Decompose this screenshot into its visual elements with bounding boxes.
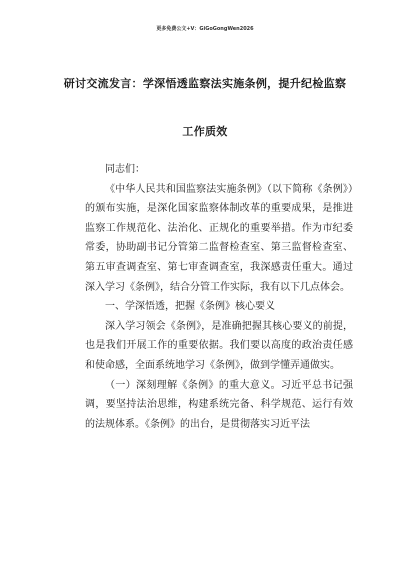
section-heading: 一、学深悟透，把握《条例》核心要义: [105, 301, 275, 313]
salutation: 同志们：: [105, 164, 145, 175]
document-title: 研讨交流发言：学深悟透监察法实施条例，提升纪检监察: [63, 77, 347, 90]
document-body: [85, 160, 353, 434]
document-title-continued: 工作质效: [182, 125, 228, 138]
paragraph-intro: 《中华人民共和国监察法实施条例》（以下简称《条例》）的颁布实施，是深化国家监察体制改革的重要成果，是推进监察工作规范化、法治化、正规化的重要举措。作为市纪委常委，协助副书记分管第二监督检查室、第三监督检查室、第五审查调查室、第七审查调查室，我深感责任重大。通过深入学习《条例》，结合分管工作实际，我有以下几点体会。: [85, 183, 353, 293]
header-note: 更多免费公文+V：GiGoGongWen2026: [156, 26, 254, 32]
paragraph-study: 深入学习领会《条例》，是准确把握其核心要义的前提，也是我们开展工作的重要依据。我们要以高度的政治责任感和使命感，全面系统地学习《条例》，做到学懂弄通做实。: [85, 320, 353, 371]
paragraph-significance: （一）深刻理解《条例》的重大意义。习近平总书记强调，要坚持法治思维，构建系统完备、科学规范、运行有效的法规体系。《条例》的出台，是贯彻落实习近平法: [85, 379, 353, 430]
